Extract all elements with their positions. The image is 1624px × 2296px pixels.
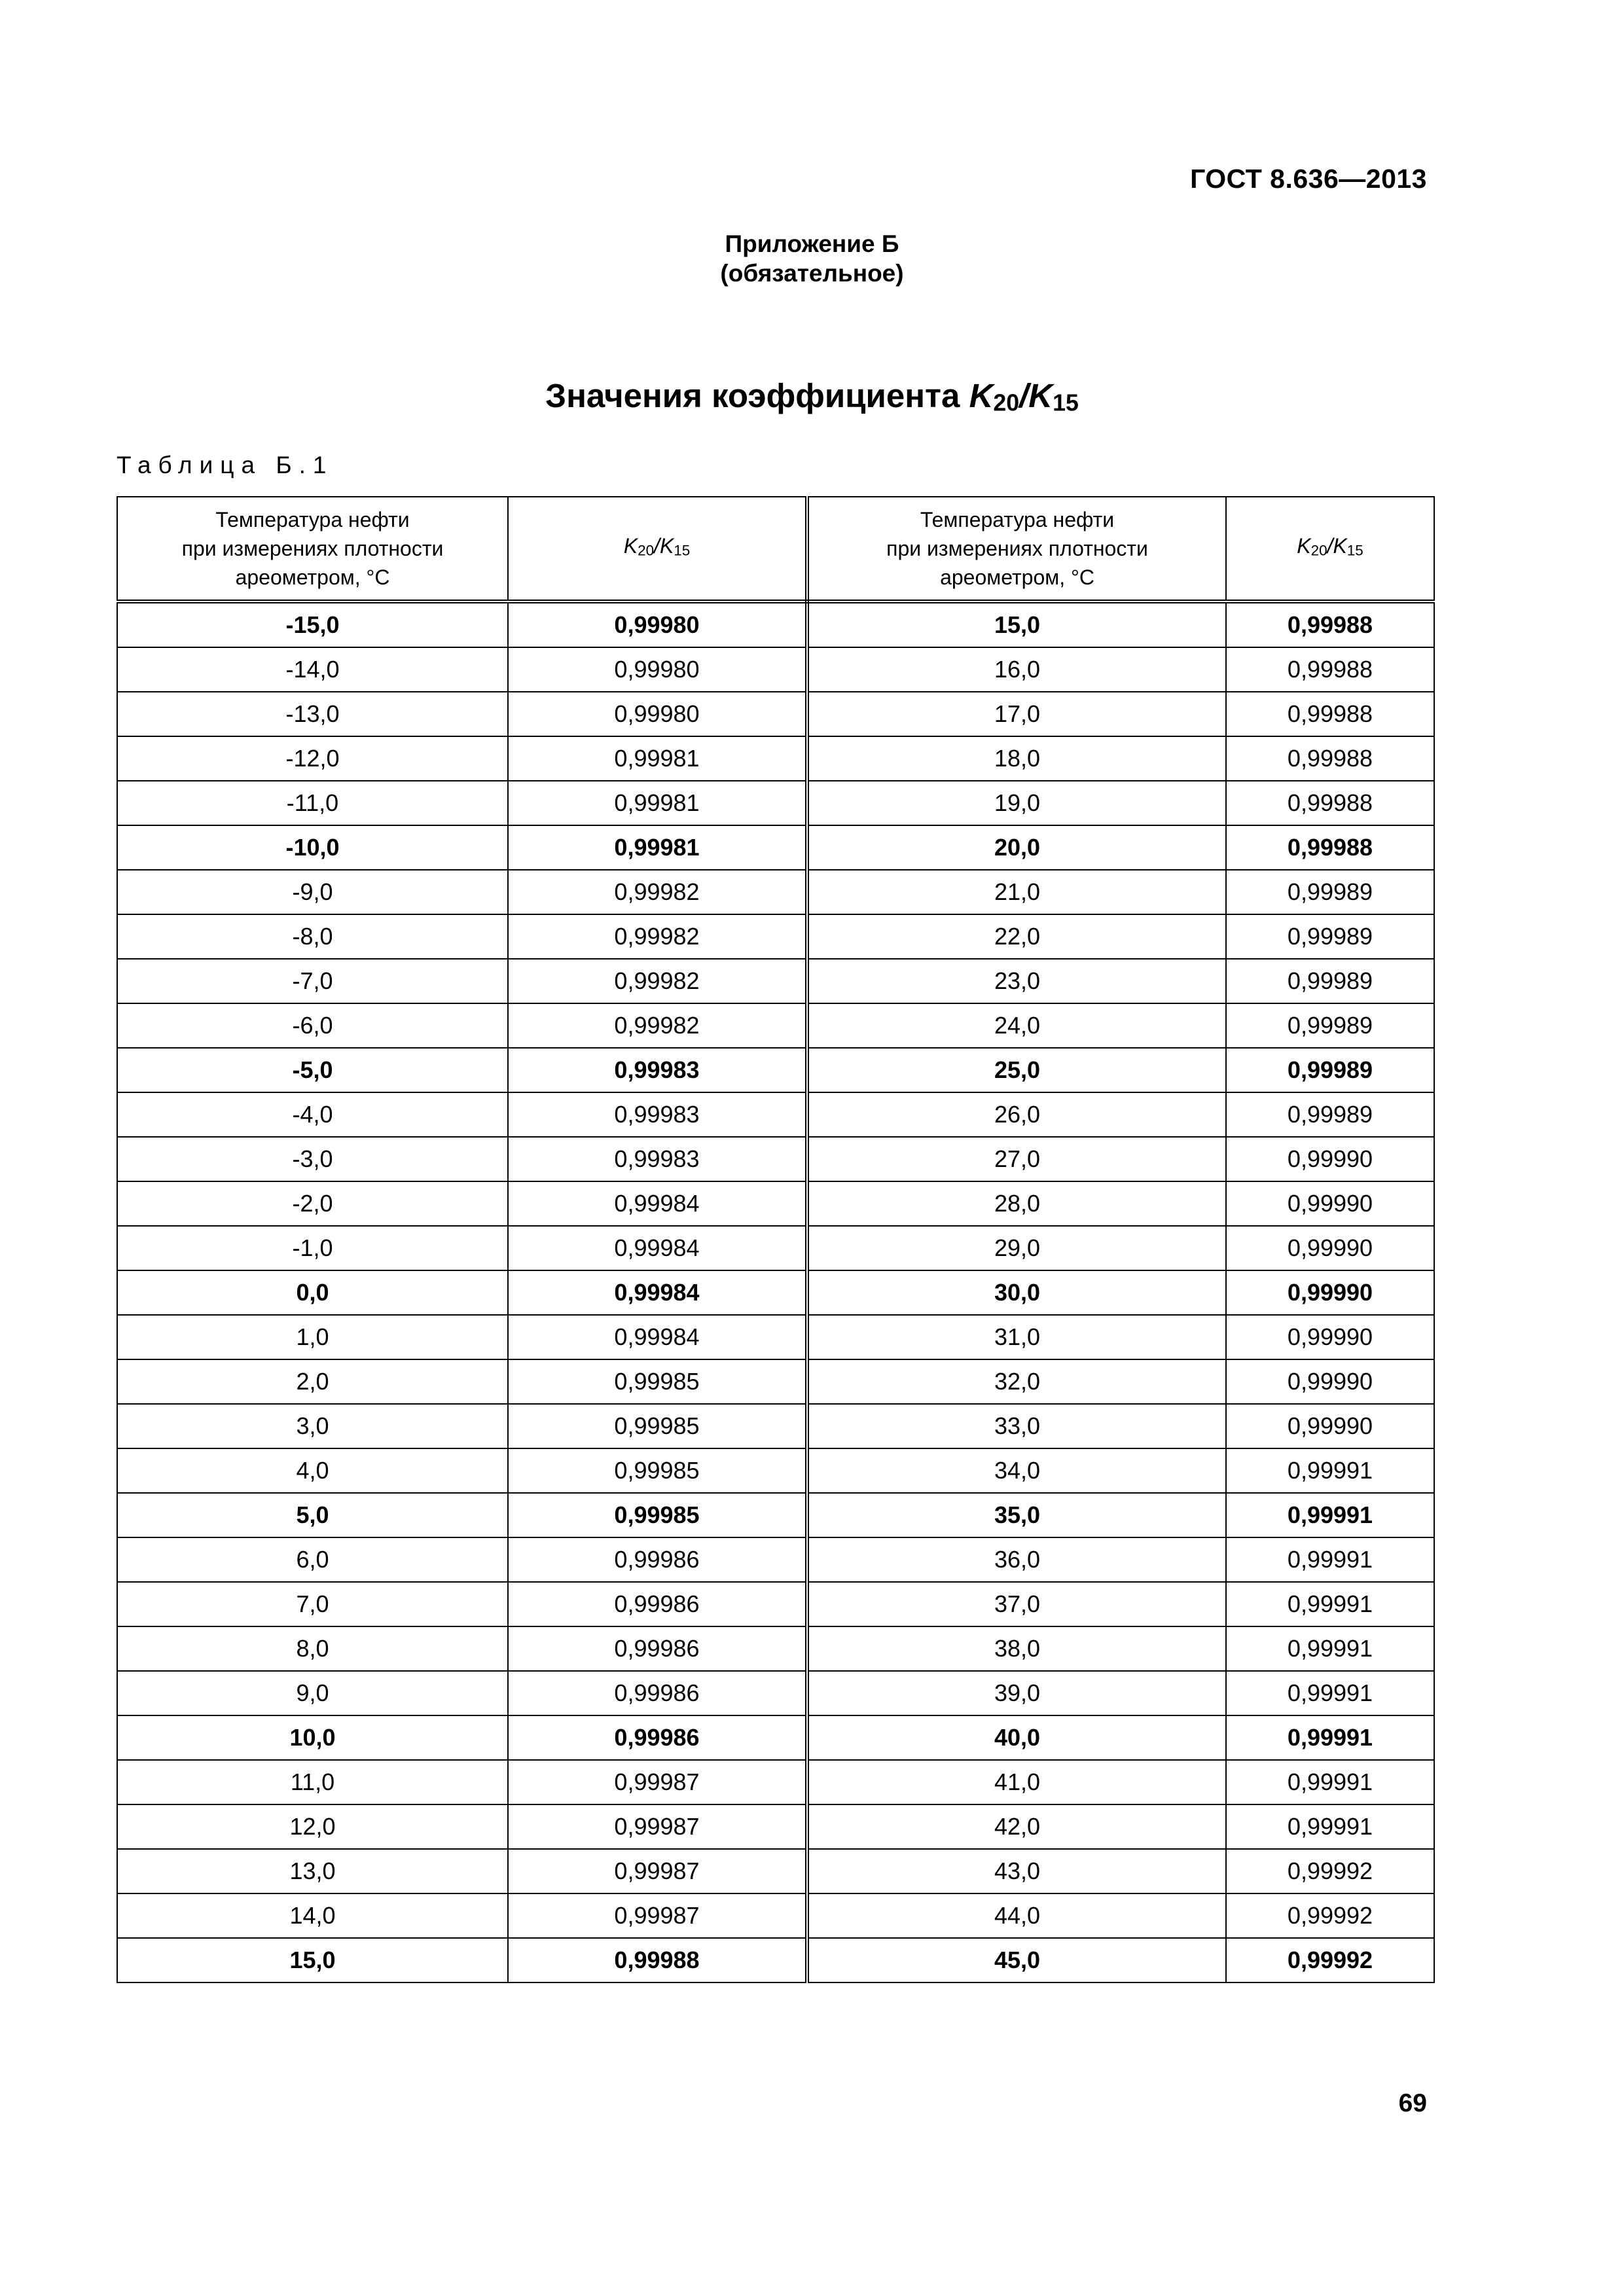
table-row xyxy=(117,1048,1434,1092)
table-row xyxy=(117,1804,1434,1849)
cell-coefficient-left: 0,99981 xyxy=(508,736,807,781)
cell-coefficient-right: 0,99991 xyxy=(1226,1715,1434,1760)
cell-temperature-right: 20,0 xyxy=(807,825,1226,870)
cell-temperature-left: 9,0 xyxy=(117,1671,508,1715)
cell-coefficient-right: 0,99990 xyxy=(1226,1404,1434,1448)
cell-coefficient-right: 0,99988 xyxy=(1226,692,1434,736)
table-row xyxy=(117,692,1434,736)
cell-coefficient-right: 0,99989 xyxy=(1226,959,1434,1003)
document-id: ГОСТ 8.636—2013 xyxy=(1190,164,1427,194)
cell-temperature-left: -13,0 xyxy=(117,692,508,736)
cell-coefficient-left: 0,99980 xyxy=(508,601,807,647)
cell-coefficient-left: 0,99983 xyxy=(508,1137,807,1181)
cell-temperature-left: -10,0 xyxy=(117,825,508,870)
cell-coefficient-left: 0,99984 xyxy=(508,1181,807,1226)
cell-coefficient-right: 0,99988 xyxy=(1226,647,1434,692)
title-k20: $K_{20}$ xyxy=(969,377,1020,416)
cell-temperature-left: 5,0 xyxy=(117,1493,508,1537)
cell-temperature-right: 42,0 xyxy=(807,1804,1226,1849)
cell-coefficient-left: 0,99988 xyxy=(508,1938,807,1982)
cell-temperature-left: -15,0 xyxy=(117,601,508,647)
cell-coefficient-left: 0,99982 xyxy=(508,1003,807,1048)
table-row xyxy=(117,1359,1434,1404)
table-row xyxy=(117,647,1434,692)
cell-temperature-left: 13,0 xyxy=(117,1849,508,1893)
cell-coefficient-left: 0,99981 xyxy=(508,825,807,870)
cell-coefficient-right: 0,99988 xyxy=(1226,825,1434,870)
cell-coefficient-left: 0,99984 xyxy=(508,1270,807,1315)
table-row xyxy=(117,1893,1434,1938)
cell-temperature-left: 12,0 xyxy=(117,1804,508,1849)
cell-coefficient-left: 0,99985 xyxy=(508,1448,807,1493)
table-row xyxy=(117,1582,1434,1626)
table-row xyxy=(117,1092,1434,1137)
cell-coefficient-left: 0,99987 xyxy=(508,1804,807,1849)
cell-temperature-left: 11,0 xyxy=(117,1760,508,1804)
cell-temperature-left: 4,0 xyxy=(117,1448,508,1493)
cell-temperature-left: -1,0 xyxy=(117,1226,508,1270)
cell-temperature-left: 10,0 xyxy=(117,1715,508,1760)
table-row xyxy=(117,1270,1434,1315)
cell-temperature-right: 28,0 xyxy=(807,1181,1226,1226)
table-row xyxy=(117,1537,1434,1582)
table-row xyxy=(117,870,1434,914)
appendix-heading xyxy=(0,229,1624,288)
cell-temperature-left: 3,0 xyxy=(117,1404,508,1448)
cell-coefficient-left: 0,99982 xyxy=(508,914,807,959)
cell-coefficient-right: 0,99991 xyxy=(1226,1804,1434,1849)
cell-temperature-left: -5,0 xyxy=(117,1048,508,1092)
table-row xyxy=(117,1003,1434,1048)
cell-coefficient-right: 0,99992 xyxy=(1226,1893,1434,1938)
cell-temperature-left: -6,0 xyxy=(117,1003,508,1048)
cell-temperature-right: 16,0 xyxy=(807,647,1226,692)
cell-coefficient-right: 0,99990 xyxy=(1226,1181,1434,1226)
cell-coefficient-left: 0,99986 xyxy=(508,1715,807,1760)
cell-coefficient-right: 0,99989 xyxy=(1226,1003,1434,1048)
table-row xyxy=(117,601,1434,647)
cell-coefficient-right: 0,99989 xyxy=(1226,1092,1434,1137)
table-row xyxy=(117,1137,1434,1181)
cell-temperature-left: 6,0 xyxy=(117,1537,508,1582)
cell-temperature-right: 29,0 xyxy=(807,1226,1226,1270)
cell-temperature-right: 19,0 xyxy=(807,781,1226,825)
cell-coefficient-right: 0,99989 xyxy=(1226,914,1434,959)
header-coefficient-right: $K_{20}/K_{15}$ xyxy=(1226,497,1434,601)
cell-temperature-right: 32,0 xyxy=(807,1359,1226,1404)
table-row xyxy=(117,1181,1434,1226)
cell-coefficient-right: 0,99991 xyxy=(1226,1582,1434,1626)
cell-coefficient-right: 0,99989 xyxy=(1226,1048,1434,1092)
cell-coefficient-left: 0,99982 xyxy=(508,959,807,1003)
cell-temperature-left: 2,0 xyxy=(117,1359,508,1404)
cell-temperature-left: 15,0 xyxy=(117,1938,508,1982)
cell-temperature-left: 7,0 xyxy=(117,1582,508,1626)
cell-coefficient-right: 0,99991 xyxy=(1226,1448,1434,1493)
table-row xyxy=(117,914,1434,959)
cell-temperature-right: 18,0 xyxy=(807,736,1226,781)
header-temperature-left: Температура нефти при измерениях плотности ареометром, °С xyxy=(117,497,508,601)
header-coefficient-left: $K_{20}/K_{15}$ xyxy=(508,497,807,601)
cell-temperature-right: 34,0 xyxy=(807,1448,1226,1493)
table-row xyxy=(117,1715,1434,1760)
page-title xyxy=(0,376,1624,416)
cell-temperature-right: 35,0 xyxy=(807,1493,1226,1537)
cell-coefficient-left: 0,99981 xyxy=(508,781,807,825)
cell-temperature-left: -9,0 xyxy=(117,870,508,914)
cell-coefficient-left: 0,99987 xyxy=(508,1760,807,1804)
table-row xyxy=(117,1760,1434,1804)
cell-coefficient-left: 0,99987 xyxy=(508,1893,807,1938)
appendix-title: Приложение Б xyxy=(725,230,899,257)
table-body xyxy=(117,601,1434,1982)
cell-temperature-right: 31,0 xyxy=(807,1315,1226,1359)
cell-temperature-right: 33,0 xyxy=(807,1404,1226,1448)
cell-temperature-right: 17,0 xyxy=(807,692,1226,736)
table-row xyxy=(117,1626,1434,1671)
table-row xyxy=(117,1404,1434,1448)
table-label: Таблица Б.1 xyxy=(117,452,334,478)
cell-coefficient-left: 0,99987 xyxy=(508,1849,807,1893)
title-text: Значения коэффициента xyxy=(545,377,969,414)
table-row xyxy=(117,736,1434,781)
cell-coefficient-right: 0,99990 xyxy=(1226,1359,1434,1404)
cell-temperature-right: 41,0 xyxy=(807,1760,1226,1804)
cell-temperature-left: -7,0 xyxy=(117,959,508,1003)
cell-coefficient-left: 0,99986 xyxy=(508,1537,807,1582)
table-row xyxy=(117,781,1434,825)
cell-temperature-left: -11,0 xyxy=(117,781,508,825)
cell-coefficient-right: 0,99990 xyxy=(1226,1315,1434,1359)
cell-coefficient-left: 0,99986 xyxy=(508,1582,807,1626)
cell-temperature-right: 39,0 xyxy=(807,1671,1226,1715)
cell-coefficient-left: 0,99985 xyxy=(508,1493,807,1537)
cell-temperature-right: 40,0 xyxy=(807,1715,1226,1760)
cell-coefficient-right: 0,99991 xyxy=(1226,1493,1434,1537)
cell-temperature-left: -14,0 xyxy=(117,647,508,692)
cell-coefficient-left: 0,99983 xyxy=(508,1048,807,1092)
cell-temperature-right: 44,0 xyxy=(807,1893,1226,1938)
cell-coefficient-right: 0,99991 xyxy=(1226,1760,1434,1804)
cell-coefficient-right: 0,99989 xyxy=(1226,870,1434,914)
cell-temperature-left: -12,0 xyxy=(117,736,508,781)
cell-coefficient-left: 0,99980 xyxy=(508,647,807,692)
cell-temperature-right: 38,0 xyxy=(807,1626,1226,1671)
cell-coefficient-right: 0,99991 xyxy=(1226,1537,1434,1582)
cell-coefficient-right: 0,99988 xyxy=(1226,601,1434,647)
coefficient-table xyxy=(117,496,1434,1983)
cell-temperature-right: 30,0 xyxy=(807,1270,1226,1315)
cell-coefficient-left: 0,99980 xyxy=(508,692,807,736)
page-number: 69 xyxy=(1398,2089,1427,2117)
table-row xyxy=(117,1938,1434,1982)
table-row xyxy=(117,1671,1434,1715)
cell-temperature-right: 22,0 xyxy=(807,914,1226,959)
cell-temperature-left: 8,0 xyxy=(117,1626,508,1671)
cell-temperature-right: 23,0 xyxy=(807,959,1226,1003)
table-row xyxy=(117,1448,1434,1493)
cell-coefficient-right: 0,99992 xyxy=(1226,1849,1434,1893)
cell-temperature-right: 36,0 xyxy=(807,1537,1226,1582)
cell-coefficient-left: 0,99985 xyxy=(508,1359,807,1404)
cell-coefficient-right: 0,99988 xyxy=(1226,736,1434,781)
cell-coefficient-left: 0,99986 xyxy=(508,1626,807,1671)
cell-temperature-right: 37,0 xyxy=(807,1582,1226,1626)
cell-temperature-left: -2,0 xyxy=(117,1181,508,1226)
cell-coefficient-left: 0,99983 xyxy=(508,1092,807,1137)
cell-coefficient-left: 0,99985 xyxy=(508,1404,807,1448)
cell-coefficient-right: 0,99990 xyxy=(1226,1270,1434,1315)
cell-coefficient-left: 0,99984 xyxy=(508,1315,807,1359)
cell-coefficient-right: 0,99988 xyxy=(1226,781,1434,825)
cell-temperature-right: 26,0 xyxy=(807,1092,1226,1137)
cell-temperature-right: 43,0 xyxy=(807,1849,1226,1893)
cell-coefficient-left: 0,99986 xyxy=(508,1671,807,1715)
cell-temperature-left: 14,0 xyxy=(117,1893,508,1938)
cell-coefficient-right: 0,99990 xyxy=(1226,1226,1434,1270)
cell-coefficient-left: 0,99982 xyxy=(508,870,807,914)
cell-temperature-right: 24,0 xyxy=(807,1003,1226,1048)
header-temperature-right: Температура нефти при измерениях плотности ареометром, °С xyxy=(807,497,1226,601)
title-k15: $K_{15}$ xyxy=(1028,377,1079,416)
cell-temperature-right: 15,0 xyxy=(807,601,1226,647)
cell-coefficient-right: 0,99990 xyxy=(1226,1137,1434,1181)
table-row xyxy=(117,825,1434,870)
cell-temperature-right: 27,0 xyxy=(807,1137,1226,1181)
cell-temperature-left: -3,0 xyxy=(117,1137,508,1181)
table-row xyxy=(117,1849,1434,1893)
cell-coefficient-right: 0,99991 xyxy=(1226,1671,1434,1715)
table-header-row xyxy=(117,497,1434,601)
table-row xyxy=(117,1315,1434,1359)
cell-temperature-right: 21,0 xyxy=(807,870,1226,914)
cell-temperature-left: 0,0 xyxy=(117,1270,508,1315)
table-row xyxy=(117,959,1434,1003)
table-row xyxy=(117,1493,1434,1537)
title-slash: / xyxy=(1019,377,1029,414)
cell-temperature-left: -8,0 xyxy=(117,914,508,959)
cell-temperature-left: 1,0 xyxy=(117,1315,508,1359)
appendix-kind: (обязательное) xyxy=(720,260,904,287)
cell-coefficient-right: 0,99991 xyxy=(1226,1626,1434,1671)
table-row xyxy=(117,1226,1434,1270)
cell-coefficient-right: 0,99992 xyxy=(1226,1938,1434,1982)
cell-temperature-left: -4,0 xyxy=(117,1092,508,1137)
cell-temperature-right: 25,0 xyxy=(807,1048,1226,1092)
cell-temperature-right: 45,0 xyxy=(807,1938,1226,1982)
cell-coefficient-left: 0,99984 xyxy=(508,1226,807,1270)
